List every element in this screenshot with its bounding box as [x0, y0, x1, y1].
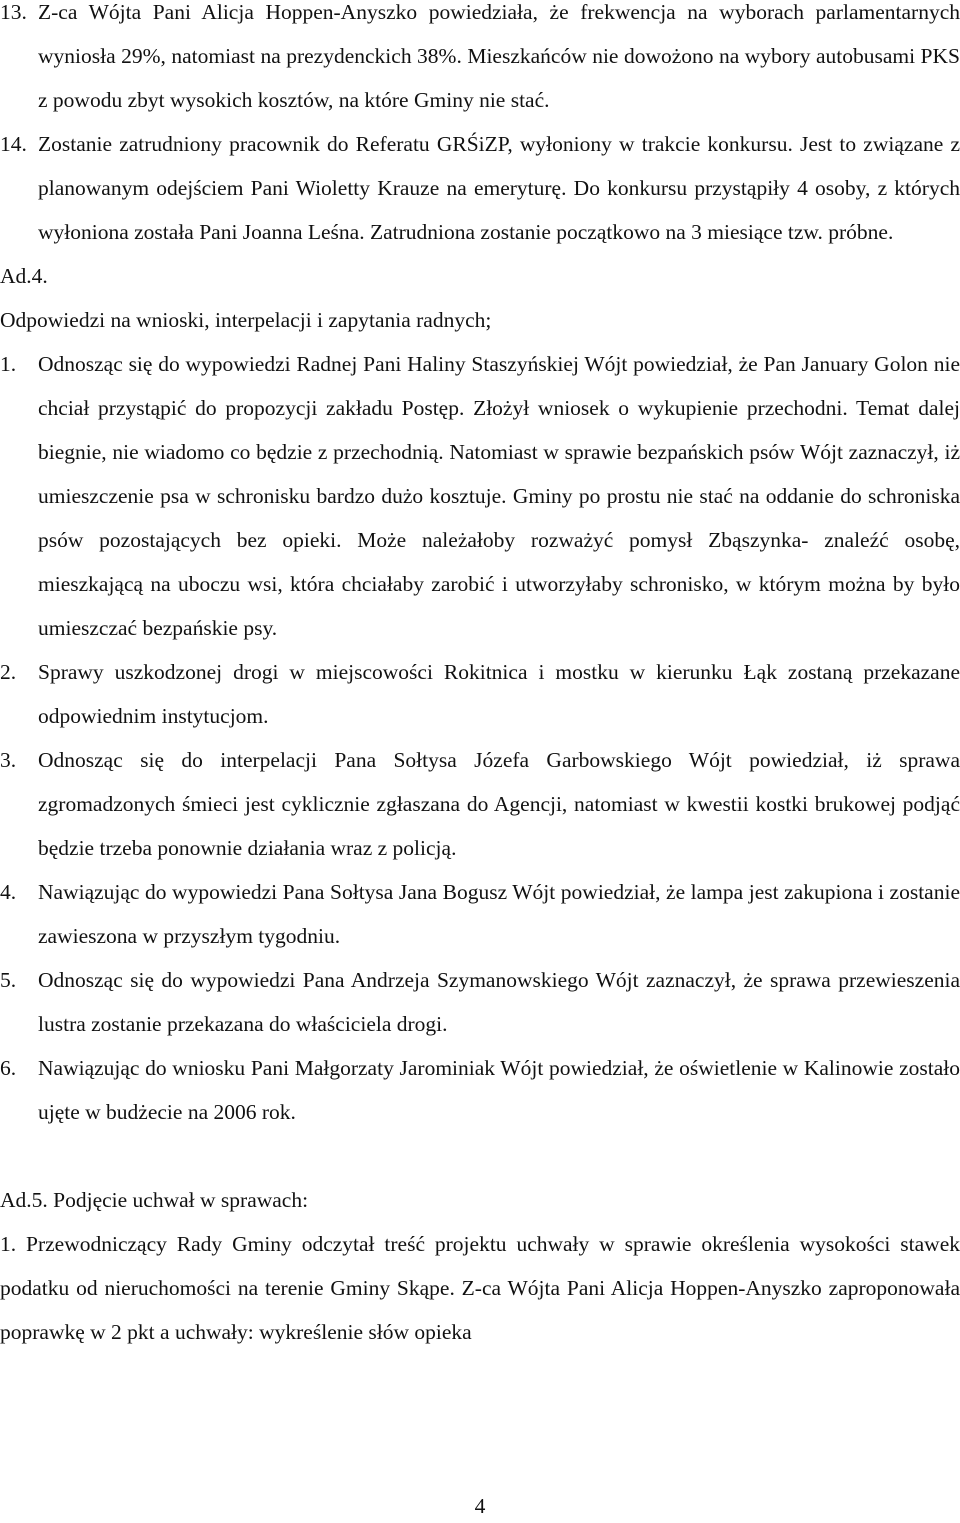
item-number: 5.	[0, 968, 17, 992]
paragraph: 1. Przewodniczący Rady Gminy odczytał treść projektu uchwały w sprawie określenia wysokości stawek podatku od nieruchomości na terenie Gminy Skąpe. Z-ca Wójta Pani Alicja Hoppen-Anyszko zaproponowała poprawkę w 2 pkt a uchwały: wykreślenie słów opieka	[0, 1232, 960, 1344]
item-number: 2.	[0, 660, 17, 684]
item-number: 14.	[0, 132, 27, 156]
list-item	[0, 122, 960, 254]
list-item	[0, 958, 960, 1046]
item-number: 3.	[0, 748, 17, 772]
item-text: Z-ca Wójta Pani Alicja Hoppen-Anyszko powiedziała, że frekwencja na wyborach parlamentarnych wyniosła 29%, natomiast na prezydenckich 38%. Mieszkańców nie dowożono na wybory autobusami PKS z powodu zbyt wysokich kosztów, na które Gminy nie stać.	[38, 0, 960, 112]
item-text: Zostanie zatrudniony pracownik do Referatu GRŚiZP, wyłoniony w trakcie konkursu. Jest to związane z planowanym odejściem Pani Wioletty Krauze na emeryturę. Do konkursu przystąpiły 4 osoby, z których wyłoniona została Pani Joanna Leśna. Zatrudniona zostanie początkowo na 3 miesiące tzw. próbne.	[38, 132, 960, 244]
section-heading-ad5: Ad.5. Podjęcie uchwał w sprawach:	[0, 1188, 309, 1212]
item-number: 1.	[0, 352, 17, 376]
item-number: 13.	[0, 0, 27, 24]
list-item	[0, 0, 960, 122]
list-item	[0, 738, 960, 870]
section-heading-ad4: Ad.4.	[0, 264, 48, 288]
item-text: Odnosząc się do wypowiedzi Pana Andrzeja Szymanowskiego Wójt zaznaczył, że sprawa przewieszenia lustra zostanie przekazana do właściciela drogi.	[38, 968, 960, 1036]
item-text: Odnosząc się do interpelacji Pana Sołtysa Józefa Garbowskiego Wójt powiedział, iż sprawa zgromadzonych śmieci jest cyklicznie zgłaszana do Agencji, natomiast w kwestii kostki brukowej podjąć będzie trzeba ponownie działania wraz z policją.	[38, 748, 960, 860]
spacer	[0, 1134, 960, 1178]
list-item	[0, 870, 960, 958]
list-item	[0, 342, 960, 650]
item-number: 6.	[0, 1056, 17, 1080]
list-item	[0, 650, 960, 738]
item-text: Nawiązując do wypowiedzi Pana Sołtysa Jana Bogusz Wójt powiedział, że lampa jest zakupiona i zostanie zawieszona w przyszłym tygodniu.	[38, 880, 960, 948]
page-number: 4	[474, 1494, 486, 1518]
item-text: Sprawy uszkodzonej drogi w miejscowości Rokitnica i mostku w kierunku Łąk zostaną przekazane odpowiednim instytucjom.	[38, 660, 960, 728]
item-text: Odnosząc się do wypowiedzi Radnej Pani Haliny Staszyńskiej Wójt powiedział, że Pan January Golon nie chciał przystąpić do propozycji zakładu Postęp. Złożył wniosek o wykupienie przechodni. Temat dalej biegnie, nie wiadomo co będzie z przechodnią. Natomiast w sprawie bezpańskich psów Wójt zaznaczył, iż umieszczenie psa w schronisku bardzo dużo kosztuje. Gminy po prostu nie stać na oddanie do schroniska psów pozostających bez opieki. Może należałoby rozważyć pomysł Zbąszynka- znaleźć osobę, mieszkającą na uboczu wsi, która chciałaby zarobić i utworzyłaby schronisko, w którym można by było umieszczać bezpańskie psy.	[38, 352, 960, 640]
section-subheading-ad4: Odpowiedzi na wnioski, interpelacji i zapytania radnych;	[0, 308, 492, 332]
item-text: Nawiązując do wniosku Pani Małgorzaty Jarominiak Wójt powiedział, że oświetlenie w Kalinowie zostało ujęte w budżecie na 2006 rok.	[38, 1056, 960, 1124]
item-number: 4.	[0, 880, 17, 904]
list-item	[0, 1046, 960, 1134]
